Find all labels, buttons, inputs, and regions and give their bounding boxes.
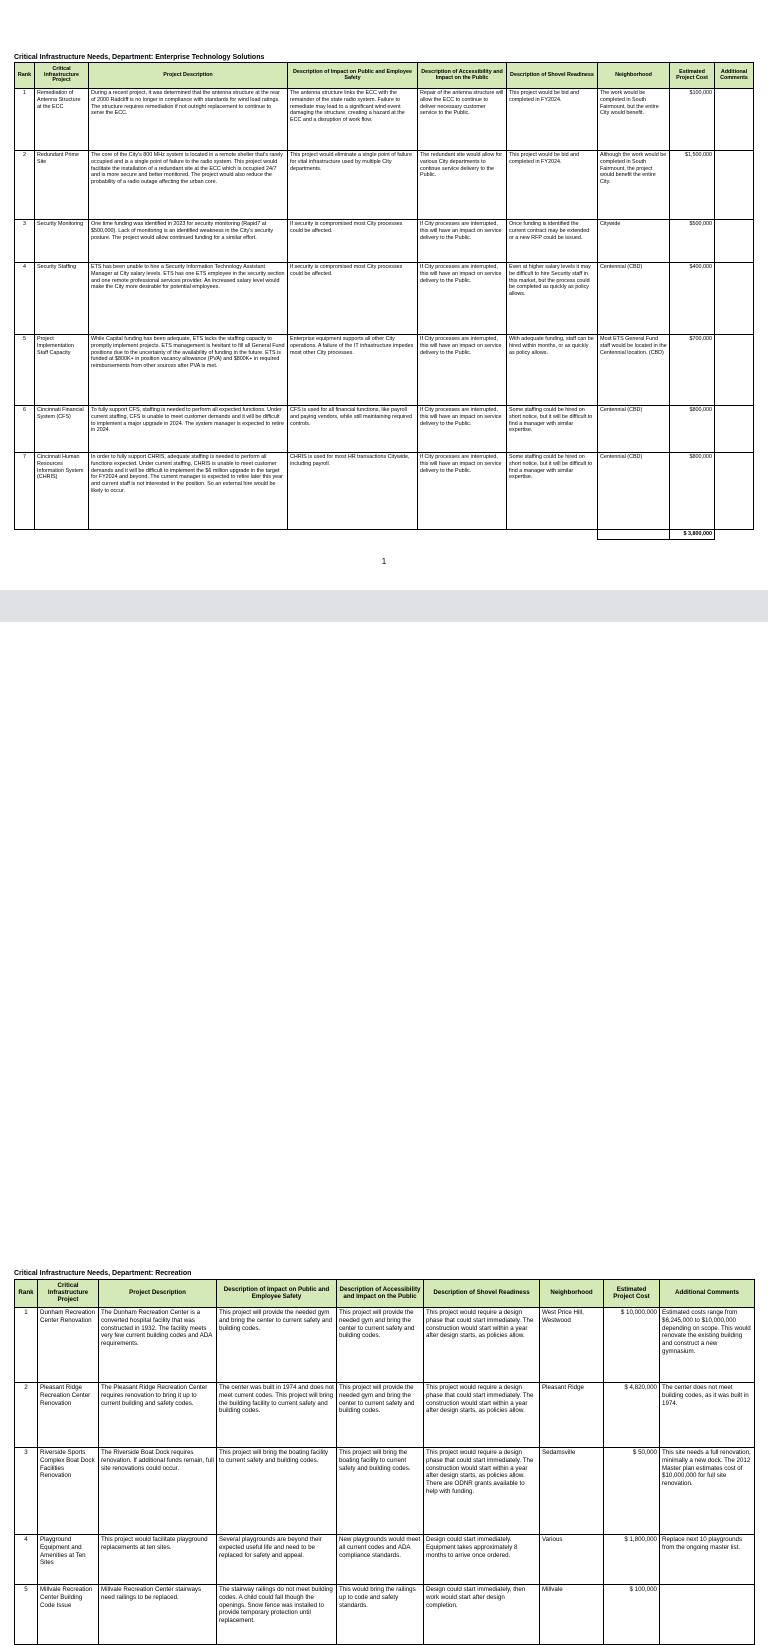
neighborhood-cell: Citywide xyxy=(598,220,670,263)
description-cell: The Pleasant Ridge Recreation Center requires renovation to bring it up to current building and safety codes. xyxy=(99,1383,217,1448)
shovel-readiness-cell: Some staffing could be hired on short notice, but it will be difficult to find a manager with similar expertise. xyxy=(507,453,598,530)
accessibility-cell: This would bring the railings up to code and safety standards. xyxy=(337,1585,424,1645)
accessibility-cell: If City processes are interrupted, this will have an impact on service delivery to the Public. xyxy=(418,453,507,530)
rank-cell: 2 xyxy=(15,151,35,220)
neighborhood-cell: Most ETS General Fund staff would be located in the Centennial location. (CBD) xyxy=(598,335,670,406)
column-header: Critical Infrastructure Project xyxy=(35,63,89,89)
table-row xyxy=(15,1535,755,1585)
safety-cell: This project will provide the needed gym and bring the center to current safety and building codes. xyxy=(217,1308,337,1383)
shovel-readiness-cell: With adequate funding, staff can be hired within months, or as quickly as policy allows. xyxy=(507,335,598,406)
total-spacer-cell xyxy=(598,530,670,540)
cost-cell: $800,000 xyxy=(670,453,715,530)
accessibility-cell: This project will bring the boating facility to current safety and building codes. xyxy=(337,1448,424,1535)
neighborhood-cell: Although the work would be completed in South Fairmount, the project would benefit the entire City. xyxy=(598,151,670,220)
project-cell: Millvale Recreation Center Building Code Issue xyxy=(38,1585,99,1645)
cost-cell: $ 1,800,000 xyxy=(604,1535,660,1585)
page-2 xyxy=(0,622,768,1624)
page-number: 1 xyxy=(381,557,387,566)
table-row xyxy=(15,453,754,530)
shovel-readiness-cell: This project would be bid and completed in FY2024. xyxy=(507,89,598,151)
accessibility-cell: The redundant site would allow for various City departments to continue service delivery to the Public. xyxy=(418,151,507,220)
cost-cell: $ 50,000 xyxy=(604,1448,660,1535)
project-cell: Security Monitoring xyxy=(35,220,89,263)
accessibility-cell: This project will provide the needed gym and bring the center to current safety and building codes. xyxy=(337,1308,424,1383)
shovel-readiness-cell: This project would require a design phase that could start immediately. The construction would start within a year after design starts, as policies allow. There are ODNR grants available to help with funding. xyxy=(424,1448,540,1535)
total-row xyxy=(15,530,754,540)
project-cell: Dunham Recreation Center Renovation xyxy=(38,1308,99,1383)
page-1 xyxy=(0,0,768,590)
column-header: Description of Accessibility and Impact on the Public xyxy=(337,1280,424,1308)
empty-cell xyxy=(288,530,418,540)
project-cell: Pleasant Ridge Recreation Center Renovation xyxy=(38,1383,99,1448)
table-header-row xyxy=(15,1280,755,1308)
description-cell: The Dunham Recreation Center is a converted hospital facility that was constructed in 1932. The facility meets very few current building codes and ADA requirements. xyxy=(99,1308,217,1383)
safety-cell: This project will bring the boating facility to current safety and building codes. xyxy=(217,1448,337,1535)
rank-cell: 1 xyxy=(15,89,35,151)
empty-cell xyxy=(15,530,35,540)
accessibility-cell: If City processes are interrupted, this will have an impact on service delivery to the Public. xyxy=(418,263,507,335)
description-cell: While Capital funding has been adequate, ETS lacks the staffing capacity to promptly implement projects. ETS management is hesitant to fill all General Fund positions due to the uncertainty of the availability of funding in the future. ETS is funded at $800K+ in position vacancy allowance (PVA) and $800K+ in required reimbursements from other sources after PVA is met. xyxy=(89,335,288,406)
neighborhood-cell: Centennial (CBD) xyxy=(598,263,670,335)
neighborhood-cell: Centennial (CBD) xyxy=(598,453,670,530)
safety-cell: CFS is used for all financial functions, like payroll and paying vendors, while still maintaining required controls. xyxy=(288,406,418,453)
rank-cell: 7 xyxy=(15,453,35,530)
recreation-needs-table xyxy=(14,1279,755,1645)
empty-cell xyxy=(507,530,598,540)
table-row xyxy=(15,406,754,453)
description-cell: The Riverside Boat Dock requires renovation. If additional funds remain, full site renovations could occur. xyxy=(99,1448,217,1535)
rank-cell: 2 xyxy=(15,1383,38,1448)
empty-cell xyxy=(89,530,288,540)
column-header: Description of Shovel Readiness xyxy=(507,63,598,89)
project-cell: Cincinnati Human Resources Information System (CHRIS) xyxy=(35,453,89,530)
column-header: Project Description xyxy=(89,63,288,89)
shovel-readiness-cell: Even at higher salary levels it may be difficult to hire Security staff in this market, but the process could be completed as quickly as policy allows. xyxy=(507,263,598,335)
description-cell: ETS has been unable to hire a Security Information Technology Assistant Manager at City salary levels. ETS has one ETS employee in the security section and one remote professional services provider. An increased salary level would make the City more desirable for potential employees. xyxy=(89,263,288,335)
column-header: Neighborhood xyxy=(598,63,670,89)
description-cell: The core of the City's 800 MHz system is located in a remote shelter that's rarely occupied and is a single point of failure to the radio system. This project would facilitate the installation of a redundant site at the ECC which is occupied 24/7 and is more secure and better monitored. The project would also reduce the probability of a radio outage affecting the urban core. xyxy=(89,151,288,220)
description-cell: Millvale Recreation Center stairways need railings to be replaced. xyxy=(99,1585,217,1645)
neighborhood-cell: Sedamsville xyxy=(540,1448,604,1535)
comments-cell xyxy=(660,1585,755,1645)
cost-cell: $1,500,000 xyxy=(670,151,715,220)
cost-cell: $100,000 xyxy=(670,89,715,151)
rank-cell: 4 xyxy=(15,1535,38,1585)
table-row xyxy=(15,1448,755,1535)
total-cost-cell: $ 3,800,000 xyxy=(670,530,715,540)
column-header: Project Description xyxy=(99,1280,217,1308)
rank-cell: 1 xyxy=(15,1308,38,1383)
cost-cell: $ 4,820,000 xyxy=(604,1383,660,1448)
neighborhood-cell: West Price Hill, Westwood xyxy=(540,1308,604,1383)
cost-cell: $ 10,000,000 xyxy=(604,1308,660,1383)
ets-needs-table xyxy=(14,62,754,540)
project-cell: Remediation of Antenna Structure at the ECC xyxy=(35,89,89,151)
cost-cell: $700,000 xyxy=(670,335,715,406)
comments-cell xyxy=(715,220,754,263)
table-row xyxy=(15,1383,755,1448)
column-header: Additional Comments xyxy=(660,1280,755,1308)
column-header: Description of Impact on Public and Employee Safety xyxy=(217,1280,337,1308)
shovel-readiness-cell: This project would be bid and completed in FY2024. xyxy=(507,151,598,220)
comments-cell: The center does not meet building codes, as it was built in 1974. xyxy=(660,1383,755,1448)
cost-cell: $500,000 xyxy=(670,220,715,263)
comments-cell xyxy=(715,335,754,406)
accessibility-cell: If City processes are interrupted, this will have an impact on service delivery to the Public. xyxy=(418,406,507,453)
comments-cell: Estimated costs range from $6,245,000 to $10,000,000 depending on scope. This would renovate the existing building and construct a new gymnasium. xyxy=(660,1308,755,1383)
column-header: Description of Accessibility and Impact on the Public xyxy=(418,63,507,89)
accessibility-cell: If City processes are interrupted, this will have an impact on service delivery to the Public. xyxy=(418,335,507,406)
section-title: Critical Infrastructure Needs, Department: Enterprise Technology Solutions xyxy=(14,54,265,61)
accessibility-cell: If City processes are interrupted, this will have an impact on service delivery to the Public. xyxy=(418,220,507,263)
rank-cell: 5 xyxy=(15,335,35,406)
section-title: Critical Infrastructure Needs, Department: Recreation xyxy=(14,1270,192,1277)
description-cell: This project would facilitate playground replacements at ten sites. xyxy=(99,1535,217,1585)
cost-cell: $400,000 xyxy=(670,263,715,335)
shovel-readiness-cell: Some staffing could be hired on short notice, but it will be difficult to find a manager with similar expertise. xyxy=(507,406,598,453)
shovel-readiness-cell: Once funding is identified the current contract may be extended or a new RFP could be issued. xyxy=(507,220,598,263)
safety-cell: Several playgrounds are beyond their expected useful life and need to be replaced for safety and appeal. xyxy=(217,1535,337,1585)
safety-cell: The stairway railings do not meet building codes. A child could fall though the openings. Snow fence was installed to provide temporary protection until replacement. xyxy=(217,1585,337,1645)
neighborhood-cell: Pleasant Ridge xyxy=(540,1383,604,1448)
table-row xyxy=(15,151,754,220)
table-row xyxy=(15,263,754,335)
accessibility-cell: Repair of the antenna structure will allow the ECC to continue to deliver necessary customer service to the Public. xyxy=(418,89,507,151)
neighborhood-cell: Various xyxy=(540,1535,604,1585)
shovel-readiness-cell: This project would require a design phase that could start immediately. The construction would start within a year after design starts, as policies allow. xyxy=(424,1308,540,1383)
page-separator xyxy=(0,590,768,622)
safety-cell: Enterprise equipment supports all other City operations. A failure of the IT infrastructure impedes most other City processes. xyxy=(288,335,418,406)
description-cell: One time funding was identified in 2023 for security monitoring (Rapid7 at $500,000). Lack of monitoring is an identified weakness in the City's security posture. The project would allow continued funding for a similar effort. xyxy=(89,220,288,263)
rank-cell: 4 xyxy=(15,263,35,335)
safety-cell: If security is compromised most City processes could be affected. xyxy=(288,263,418,335)
rank-cell: 3 xyxy=(15,1448,38,1535)
comments-cell xyxy=(715,89,754,151)
safety-cell: The antenna structure links the ECC with the remainder of the state radio system. Failure to remediate may lead to a significant wind event damaging the structure, creating a hazard at the ECC and a disruption of work flow. xyxy=(288,89,418,151)
rank-cell: 5 xyxy=(15,1585,38,1645)
table-row xyxy=(15,1585,755,1645)
table-row xyxy=(15,1308,755,1383)
comments-cell xyxy=(715,263,754,335)
project-cell: Security Staffing xyxy=(35,263,89,335)
shovel-readiness-cell: Design could start immediately. Equipment takes approximately 8 months to arrive once ordered. xyxy=(424,1535,540,1585)
description-cell: In order to fully support CHRIS, adequate staffing is needed to perform all functions expected. Under current staffing, CHRIS is unable to meet customer demands and it will be difficult to implement the $6 million upgrade in the target for FY2024 and beyond. The current manager is expected to retire later this year and current staff is not interested in the position. So an external hire would be likely to occur. xyxy=(89,453,288,530)
comments-cell xyxy=(715,453,754,530)
empty-cell xyxy=(715,530,754,540)
table-row xyxy=(15,220,754,263)
project-cell: Riverside Sports Complex Boat Dock Facilities Renovation xyxy=(38,1448,99,1535)
table-row xyxy=(15,335,754,406)
neighborhood-cell: Centennial (CBD) xyxy=(598,406,670,453)
table-header-row xyxy=(15,63,754,89)
table-row xyxy=(15,89,754,151)
description-cell: To fully support CFS, staffing is needed to perform all expected functions. Under current staffing, CFS is unable to meet customer demands and it will be difficult to implement a major upgrade in 2024. The system manager is expected to retire in 2024. xyxy=(89,406,288,453)
safety-cell: If security is compromised most City processes could be affected. xyxy=(288,220,418,263)
column-header: Rank xyxy=(15,1280,38,1308)
accessibility-cell: This project will provide the needed gym and bring the center to current safety and building codes. xyxy=(337,1383,424,1448)
empty-cell xyxy=(418,530,507,540)
cost-cell: $ 100,000 xyxy=(604,1585,660,1645)
column-header: Neighborhood xyxy=(540,1280,604,1308)
accessibility-cell: New playgrounds would meet all current codes and ADA compliance standards. xyxy=(337,1535,424,1585)
safety-cell: CHRIS is used for most HR transactions Citywide, including payroll. xyxy=(288,453,418,530)
empty-cell xyxy=(35,530,89,540)
column-header: Rank xyxy=(15,63,35,89)
column-header: Description of Impact on Public and Employee Safety xyxy=(288,63,418,89)
rank-cell: 3 xyxy=(15,220,35,263)
neighborhood-cell: Millvale xyxy=(540,1585,604,1645)
comments-cell: Replace next 10 playgrounds from the ongoing master list. xyxy=(660,1535,755,1585)
safety-cell: The center was built in 1974 and does not meet current codes. This project will bring the building facility to current safety and building codes. xyxy=(217,1383,337,1448)
project-cell: Cincinnati Financial System (CFS) xyxy=(35,406,89,453)
column-header: Critical Infrastructure Project xyxy=(38,1280,99,1308)
shovel-readiness-cell: Design could start immediately, then work would start after design completion. xyxy=(424,1585,540,1645)
description-cell: During a recent project, it was determined that the antenna structure at the rear of 2000 Radcliff is no longer in compliance with standards for wind load ratings. The structure requires remediation if not outright replacement to continue to serve the ECC. xyxy=(89,89,288,151)
project-cell: Project Implementation Staff Capacity xyxy=(35,335,89,406)
column-header: Description of Shovel Readiness xyxy=(424,1280,540,1308)
comments-cell xyxy=(715,406,754,453)
cost-cell: $800,000 xyxy=(670,406,715,453)
safety-cell: This project would eliminate a single point of failure for vital infrastructure used by multiple City departments. xyxy=(288,151,418,220)
comments-cell: This site needs a full renovation, minimally a new dock. The 2012 Master plan estimates cost of $10,000,000 for full site renovation. xyxy=(660,1448,755,1535)
project-cell: Playground Equipment and Amenities at Ten Sites xyxy=(38,1535,99,1585)
column-header: Estimated Project Cost xyxy=(604,1280,660,1308)
shovel-readiness-cell: This project would require a design phase that could start immediately. The construction would start within a year after design starts, as policies allow. xyxy=(424,1383,540,1448)
column-header: Additional Comments xyxy=(715,63,754,89)
project-cell: Redundant Prime Site xyxy=(35,151,89,220)
column-header: Estimated Project Cost xyxy=(670,63,715,89)
neighborhood-cell: The work would be completed in South Fairmount, but the entire City would benefit. xyxy=(598,89,670,151)
comments-cell xyxy=(715,151,754,220)
rank-cell: 6 xyxy=(15,406,35,453)
